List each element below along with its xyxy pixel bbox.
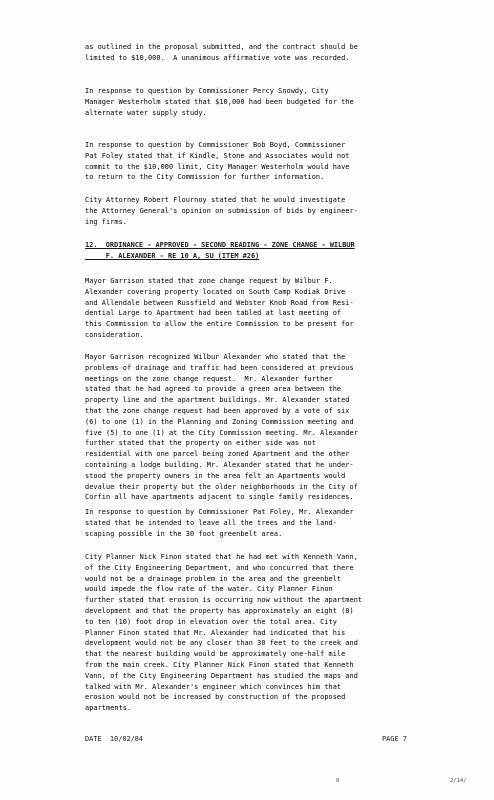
footer-page-number: PAGE 7	[382, 735, 407, 743]
paragraph-7: In response to question by Commissioner Pat Foley, Mr. Alexander stated that he intended to leave all the trees and the land- scaping possible in the 30 foot greenbelt area.	[85, 508, 354, 538]
paragraph-3: In response to question by Commissioner Bob Boyd, Commissioner Pat Foley stated that if Kindle, Stone and Associates would not commit to the $10,000 limit, City Manager Westerholm would have to return to the City Commission for further information.	[85, 141, 350, 182]
item-heading: 12. ORDINANCE - APPROVED - SECOND READING - ZONE CHANGE - WILBUR F. ALEXANDER - RE 10 A, SU (ITEM #26)	[85, 241, 355, 260]
paragraph-4: City Attorney Robert Flournoy stated that he would investigate the Attorney General's opinion on submission of bids by engineer- ing firms.	[85, 196, 358, 226]
corner-mark-2: 2/14/	[450, 778, 467, 784]
paragraph-2: In response to question by Commissioner Percy Snowdy, City Manager Westerholm stated that $10,000 had been budgeted for the alternate water supply study.	[85, 87, 354, 117]
paragraph-1: as outlined in the proposal submitted, and the contract should be limited to $10,000. A unanimous affirmative vote was recorded.	[85, 43, 358, 62]
paragraph-6: Mayor Garrison recognized Wilbur Alexander who stated that the problems of drainage and traffic had been considered at previous meetings on the zone change request. Mr. Alexander further stated that he had agreed to provide a green area between the property line and the apartment buildings. Mr. Alexander stated that the zone change request had been approved by a vote of six (6) to one (1) in the Planning and Zoning Commission meeting and five (5) to one (1) at the City Commission meeting. Mr. Alexander further stated that the property on either side was not residential with one parcel being zoned Apartment and the other containing a lodge building. Mr. Alexander stated that he under- stood the property owners in the area felt an Apartments would devalue their property but the older neighborhoods in the City of Corfin all have apartments adjacent to single family residences.	[85, 353, 358, 502]
corner-mark-1: 0	[336, 778, 340, 784]
paragraph-8: City Planner Nick Finon stated that he had met with Kenneth Vann, of the City Engineering Department, and who concurred that there would not be a drainage problem in the area and the greenbelt would impede the flow rate of the water. City Planner Finon further stated that erosion is occurring now without the apartment development and that the property has approximately an eight (8) to ten (10) foot drop in elevation over the total area. City Planner Finon stated that Mr. Alexander had indicated that his development would not be any closer than 30 feet to the creek and that the nearest building would be approximately one-half mile from the main creek. City Planner Nick Finon stated that Kenneth Vann, of the City Engineering Department has studied the maps and talked with Mr. Alexander's engineer which convinces him that erosion would not be increased by construction of the proposed apartments.	[85, 553, 363, 713]
paragraph-5: Mayor Garrison stated that zone change request by Wilbur F. Alexander covering property located on South Camp Kodiak Drive and Allendale between Russfield and Webster Knob Road from Resi- dential Large to Apartment had been tabled at last meeting of this Commission to allow the entire Commission to be present for consideration.	[85, 277, 354, 339]
footer-date: DATE 10/02/84	[85, 735, 144, 743]
